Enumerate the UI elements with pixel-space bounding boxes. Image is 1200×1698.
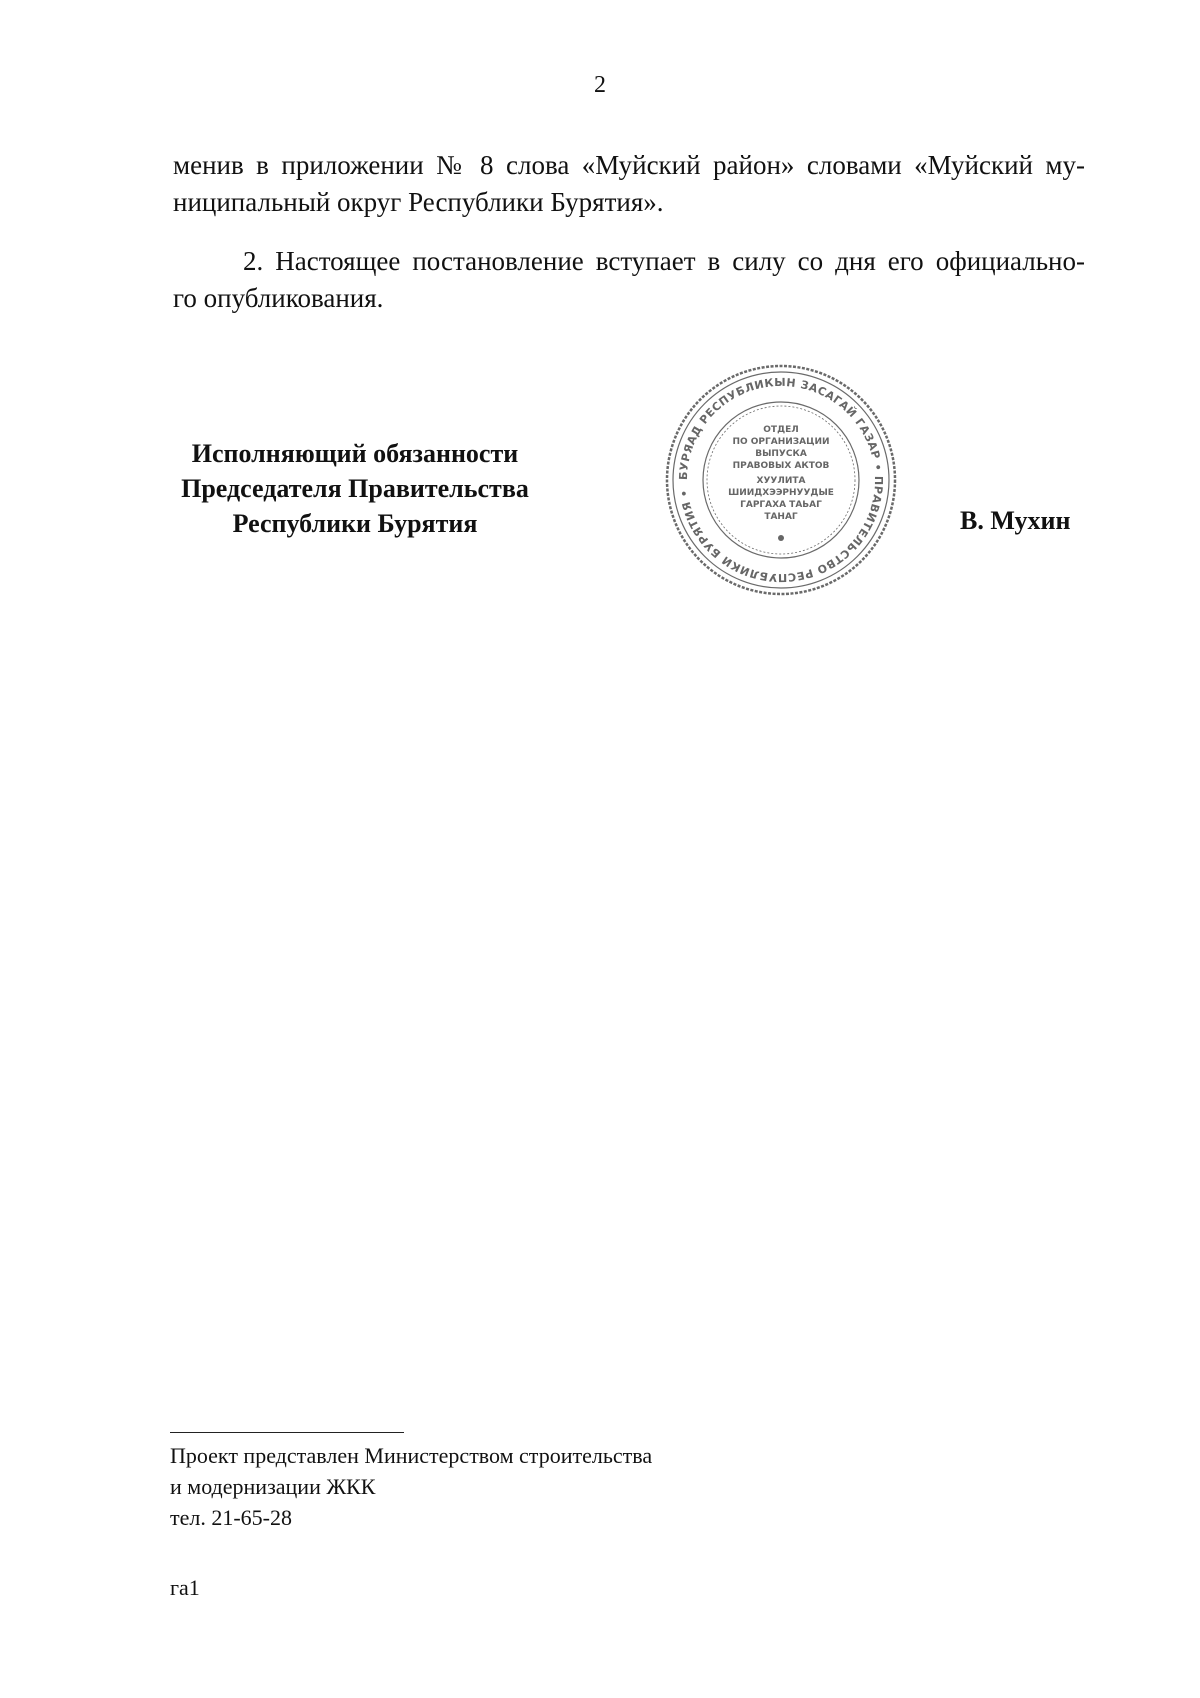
paragraph-2 [173, 243, 1085, 317]
signer-name: В. Мухин [960, 506, 1071, 535]
paragraph-1 [173, 147, 1085, 221]
seal-dot [778, 535, 784, 541]
footnote-phone: тел. 21-65-28 [170, 1505, 293, 1530]
seal-center-line-8: ТАНАГ [764, 512, 798, 522]
signatory-line-2: Председателя Правительства [181, 474, 529, 503]
seal-center-line-7: ГАРГАХА ТАЬАГ [740, 500, 822, 510]
paragraph-2-line-2: го опубликования. [173, 283, 384, 313]
paragraph-1-line-1: менив в приложении № 8 слова «Муйский район» словами «Муйский му- [173, 150, 1085, 180]
footnote-line-2: и модернизации ЖКК [170, 1474, 376, 1499]
document-code: га1 [170, 1575, 200, 1600]
seal-center-line-2: ПО ОРГАНИЗАЦИИ [732, 437, 830, 447]
seal-center-line-6: ШИИДХЭЭРНУУДЫЕ [728, 488, 834, 498]
signatory-line-1: Исполняющий обязанности [191, 439, 519, 468]
footnote-line-1: Проект представлен Министерством строительства [170, 1443, 653, 1468]
page-number: 2 [594, 72, 606, 98]
seal-center-line-1: ОТДЕЛ [763, 425, 799, 435]
official-seal [662, 362, 900, 598]
seal-center-line-4: ПРАВОВЫХ АКТОВ [732, 461, 830, 471]
seal-ring-text: БУРЯАД РЕСПУБЛИКЫН ЗАСАГАЙ ГАЗАР • ПРАВИТЕЛЬСТВО РЕСПУБЛИКИ БУРЯТИЯ • [676, 375, 886, 585]
signatory-position [150, 436, 560, 541]
paragraph-2-line-1: 2. Настоящее постановление вступает в силу со дня его официально- [243, 246, 1085, 276]
footnote [170, 1440, 652, 1533]
seal-center-line-3: ВЫПУСКА [755, 449, 807, 459]
seal-center-line-5: ХУУЛИТА [756, 476, 806, 486]
signatory-line-3: Республики Бурятия [232, 509, 478, 538]
footnote-divider [170, 1432, 404, 1433]
paragraph-1-line-2: ниципальный округ Республики Бурятия». [173, 187, 664, 217]
